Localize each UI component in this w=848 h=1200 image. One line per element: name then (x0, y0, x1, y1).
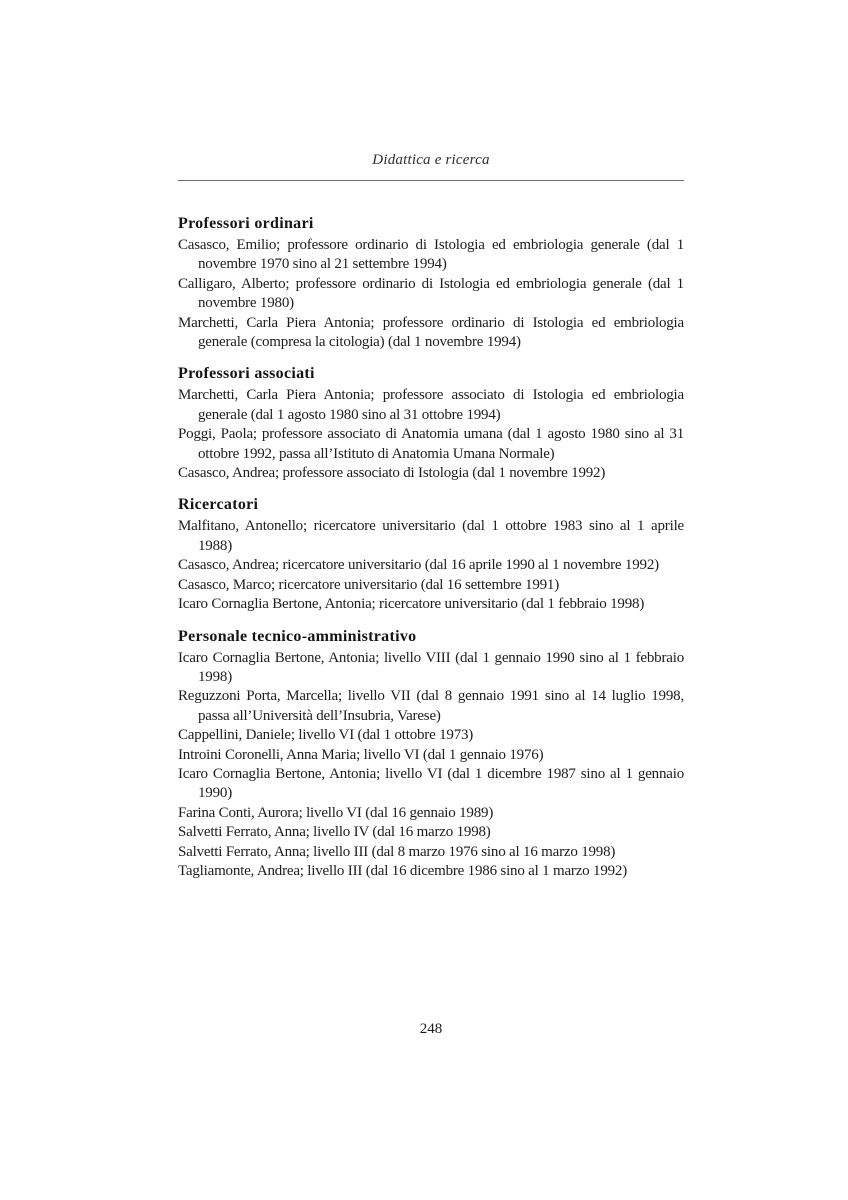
page-number: 248 (419, 1021, 443, 1037)
entry-paragraph: Marchetti, Carla Piera Antonia; professore ordinario di Istologia ed embriologia generale (compresa la citologia) (dal 1 novembre 1994) (178, 314, 684, 351)
section-heading: Professori ordinari (178, 215, 314, 232)
entry-paragraph: Marchetti, Carla Piera Antonia; professore associato di Istologia ed embriologia generale (dal 1 agosto 1980 sino al 31 ottobre 1994) (178, 387, 684, 423)
entry-paragraph: Casasco, Emilio; professore ordinario di Istologia ed embriologia generale (dal 1 novembre 1970 sino al 21 settembre 1994) (178, 237, 684, 273)
section-heading: Ricercatori (178, 496, 259, 514)
page-header (178, 151, 684, 181)
entry-paragraph: Reguzzoni Porta, Marcella; livello VII (dal 8 gennaio 1991 sino al 14 luglio 1998, passa all’Università dell’Insubria, Varese) (178, 688, 684, 724)
entry-paragraph: Casasco, Marco; ricercatore universitario (dal 16 settembre 1991) (178, 576, 560, 593)
header-rule (178, 180, 684, 181)
section-entries (178, 517, 684, 614)
running-header-title: Didattica e ricerca (372, 152, 490, 168)
personnel-section (178, 362, 684, 483)
entry-paragraph: Icaro Cornaglia Bertone, Antonia; livello VIII (dal 1 gennaio 1990 sino al 1 febbraio 1998) (178, 649, 684, 685)
entry-paragraph: Casasco, Andrea; ricercatore universitario (dal 16 aprile 1990 al 1 novembre 1992) (178, 557, 659, 574)
entry-paragraph: Poggi, Paola; professore associato di Anatomia umana (dal 1 agosto 1980 sino al 31 ottobre 1992, passa all’Istituto di Anatomia Umana Normale) (178, 426, 684, 462)
entry-paragraph: Farina Conti, Aurora; livello VI (dal 16 gennaio 1989) (178, 804, 494, 821)
entry-paragraph: Cappellini, Daniele; livello VI (dal 1 ottobre 1973) (178, 727, 474, 744)
page-content (178, 0, 684, 881)
entry-paragraph: Icaro Cornaglia Bertone, Antonia; ricercatore universitario (dal 1 febbraio 1998) (178, 596, 645, 613)
section-heading: Personale tecnico-amministrativo (178, 627, 417, 645)
section-entries (178, 649, 684, 882)
section-entries (178, 386, 684, 483)
page-body (178, 212, 684, 881)
section-heading: Professori associati (178, 365, 315, 383)
entry-paragraph: Salvetti Ferrato, Anna; livello III (dal 8 marzo 1976 sino al 16 marzo 1998) (178, 843, 616, 860)
personnel-section (178, 625, 684, 882)
entry-paragraph: Casasco, Andrea; professore associato di Istologia (dal 1 novembre 1992) (178, 465, 606, 482)
entry-paragraph: Calligaro, Alberto; professore ordinario di Istologia ed embriologia generale (dal 1 novembre 1980) (178, 275, 684, 312)
entry-paragraph: Introini Coronelli, Anna Maria; livello VI (dal 1 gennaio 1976) (178, 746, 544, 763)
entry-paragraph: Icaro Cornaglia Bertone, Antonia; livello VI (dal 1 dicembre 1987 sino al 1 gennaio 1990) (178, 765, 684, 802)
entry-paragraph: Tagliamonte, Andrea; livello III (dal 16 dicembre 1986 sino al 1 marzo 1992) (178, 862, 628, 879)
entry-paragraph: Malfitano, Antonello; ricercatore universitario (dal 1 ottobre 1983 sino al 1 aprile 1988) (178, 518, 684, 554)
personnel-section (178, 493, 684, 614)
section-entries (178, 236, 684, 352)
page-footer (178, 1020, 684, 1038)
personnel-section (178, 212, 684, 352)
entry-paragraph: Salvetti Ferrato, Anna; livello IV (dal 16 marzo 1998) (178, 824, 491, 841)
